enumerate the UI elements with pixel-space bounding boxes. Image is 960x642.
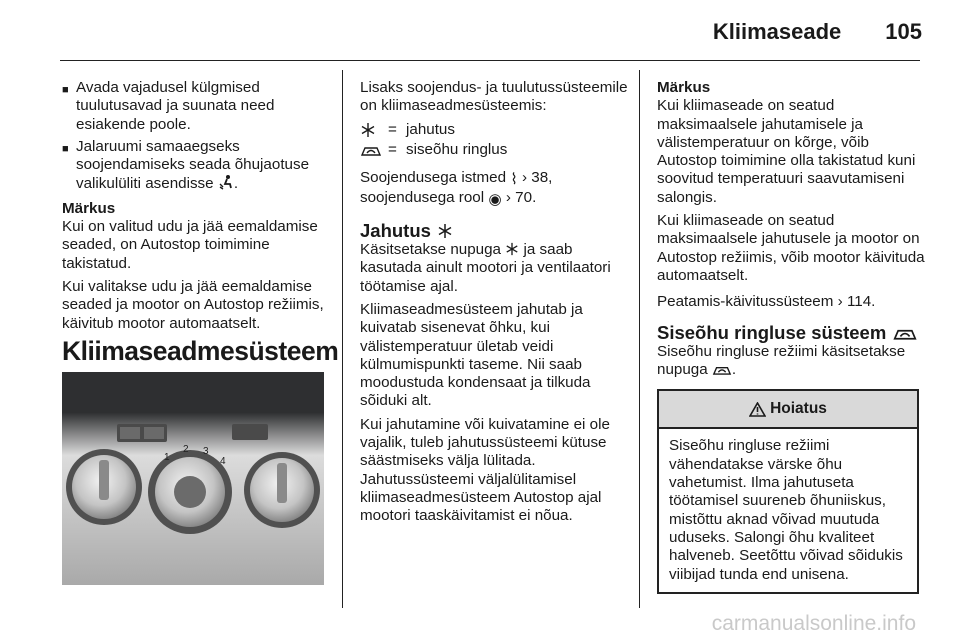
legend-equals: = bbox=[388, 120, 397, 138]
heated-steering-wheel-icon: ◉ bbox=[488, 191, 502, 209]
recirculation-icon bbox=[892, 325, 918, 341]
warning-box bbox=[657, 389, 919, 593]
warning-header bbox=[659, 391, 917, 429]
note-paragraph: Kui valitakse udu ja jää eemaldamise seaded ja mootor on Autostop režiimis, käivitub mootor automaatselt. bbox=[62, 277, 324, 332]
bullet-text-wrap bbox=[76, 138, 327, 194]
bullet-item bbox=[62, 79, 327, 134]
note-paragraph: Kui kliimaseade on seatud maksimaalsele jahutamisele ja välistemperatuur on kõrge, võib Autostop toimimine olla takistatud kuni soovitud temperatuuri saavutamiseni salongis. bbox=[657, 97, 916, 206]
text-run: 70. bbox=[515, 189, 537, 207]
text-run: Soojendusega istmed bbox=[360, 169, 507, 187]
legend-text: siseõhu ringlus bbox=[406, 140, 508, 158]
column-1 bbox=[62, 79, 339, 585]
column-2 bbox=[360, 79, 630, 531]
cooling-title: Jahutus bbox=[360, 219, 431, 241]
page-header bbox=[713, 14, 922, 50]
column-3 bbox=[657, 79, 925, 594]
bullet-item bbox=[62, 138, 327, 194]
bullet-suffix: . bbox=[233, 175, 239, 193]
note-paragraph: Kui kliimaseade on seatud maksimaalsele jahutusele ja mootor on Autostop režiimis, võib mootor käivituda automaatselt. bbox=[657, 212, 925, 284]
bullet-square-icon: ■ bbox=[62, 142, 69, 155]
warning-triangle-icon bbox=[749, 402, 766, 417]
note-heading: Märkus bbox=[657, 79, 711, 96]
recirculation-icon bbox=[360, 143, 388, 157]
text-run: . bbox=[731, 361, 737, 379]
heated-seat-icon: ⌇ bbox=[510, 171, 518, 189]
watermark: carmanualsonline.info bbox=[711, 612, 916, 635]
text-run: Peatamis-käivitussüsteem bbox=[657, 293, 834, 311]
column-divider-2 bbox=[639, 70, 640, 608]
note-heading: Märkus bbox=[62, 199, 116, 217]
legend-row-recirculation bbox=[360, 141, 630, 159]
page-ref-arrow-icon: › bbox=[837, 293, 843, 311]
recirculation-paragraph bbox=[657, 343, 925, 380]
bullet-text: Jalaruumi samaaegseks soojendamiseks seada õhujaotuse valikulüliti asendisse bbox=[76, 137, 310, 193]
snowflake-icon bbox=[360, 122, 388, 138]
warning-body: Siseõhu ringluse režiimi vähendatakse värske õhu vahetumist. Ilma jahutuseta töötamisel suureneb õhuniiskus, mistõttu aknad võivad muutuda uduseks. Salongi õhu kvaliteet halveneb. Seetõttu võivad sõidukis viibijad tunda end unisena. bbox=[669, 437, 903, 583]
climate-control-panel-image bbox=[62, 372, 324, 585]
bullet-square-icon: ■ bbox=[62, 84, 69, 96]
knob-number: 1 bbox=[164, 452, 170, 464]
page-ref-arrow-icon: › bbox=[505, 189, 511, 207]
page-title: Kliimaseade bbox=[712, 19, 842, 44]
recirculation-heading bbox=[657, 321, 925, 343]
text-run: 114. bbox=[846, 293, 876, 311]
cooling-paragraph: Kui jahutamine või kuivatamine ei ole vajalik, tuleb jahutussüsteemi kütuse säästmiseks välja lülitada. Jahutussüsteemi väljalülitamisel kliimaseadmesüsteem Autostop ajal mootori taaskäivitamist ei nõua. bbox=[360, 415, 610, 525]
text-run: 38, bbox=[531, 169, 553, 187]
recirculation-title: Siseõhu ringluse süsteem bbox=[657, 321, 887, 343]
legend-row-cooling bbox=[360, 121, 630, 139]
cooling-paragraph: Kliimaseadmesüsteem jahutab ja kuivatab sisenevat õhku, kui välistemperatuur ületab veidi külmumispunkti taseme. Nii saab moodustuda kondensaat ja tilkuda sõiduki alt. bbox=[360, 300, 591, 410]
section-title: Kliimaseadmesüsteem bbox=[62, 335, 339, 366]
snowflake-icon bbox=[437, 223, 453, 239]
knob-number: 3 bbox=[203, 446, 209, 458]
climate-panel-illustration bbox=[62, 372, 324, 585]
page-number: 105 bbox=[885, 19, 922, 44]
snowflake-icon bbox=[505, 242, 519, 256]
intro-paragraph: Lisaks soojendus- ja tuulutussüsteemile on kliimaseadmesüsteemis: bbox=[360, 79, 628, 115]
text-run: soojendusega rool bbox=[360, 189, 485, 207]
knob-number: 4 bbox=[220, 456, 226, 468]
column-divider-1 bbox=[342, 70, 343, 608]
recirculation-icon bbox=[712, 363, 732, 376]
text-run: ja saab kasutada ainult mootori ja ventilaatori töötamise ajal. bbox=[360, 241, 611, 295]
heated-paragraph bbox=[360, 169, 630, 210]
cooling-heading bbox=[360, 219, 630, 241]
stopstart-paragraph bbox=[657, 293, 925, 311]
air-distribution-footwell-icon bbox=[218, 174, 234, 190]
legend-text: jahutus bbox=[406, 120, 455, 138]
note-paragraph: Kui on valitud udu ja jää eemaldamise seaded, on Autostop toimimine takistatud. bbox=[62, 218, 318, 272]
text-run: Käsitsetakse nupuga bbox=[360, 241, 502, 259]
text-run: Siseõhu ringluse režiimi käsitsetakse nupuga bbox=[657, 342, 906, 379]
page-ref-arrow-icon: › bbox=[521, 169, 528, 187]
header-rule bbox=[60, 60, 920, 61]
knob-number: 2 bbox=[183, 444, 189, 456]
bullet-text: Avada vajadusel külgmised tuulutusavad ja suunata need esiakende poole. bbox=[76, 79, 275, 133]
legend-equals: = bbox=[388, 140, 397, 158]
cooling-paragraph bbox=[360, 241, 630, 296]
warning-title: Hoiatus bbox=[770, 400, 827, 418]
